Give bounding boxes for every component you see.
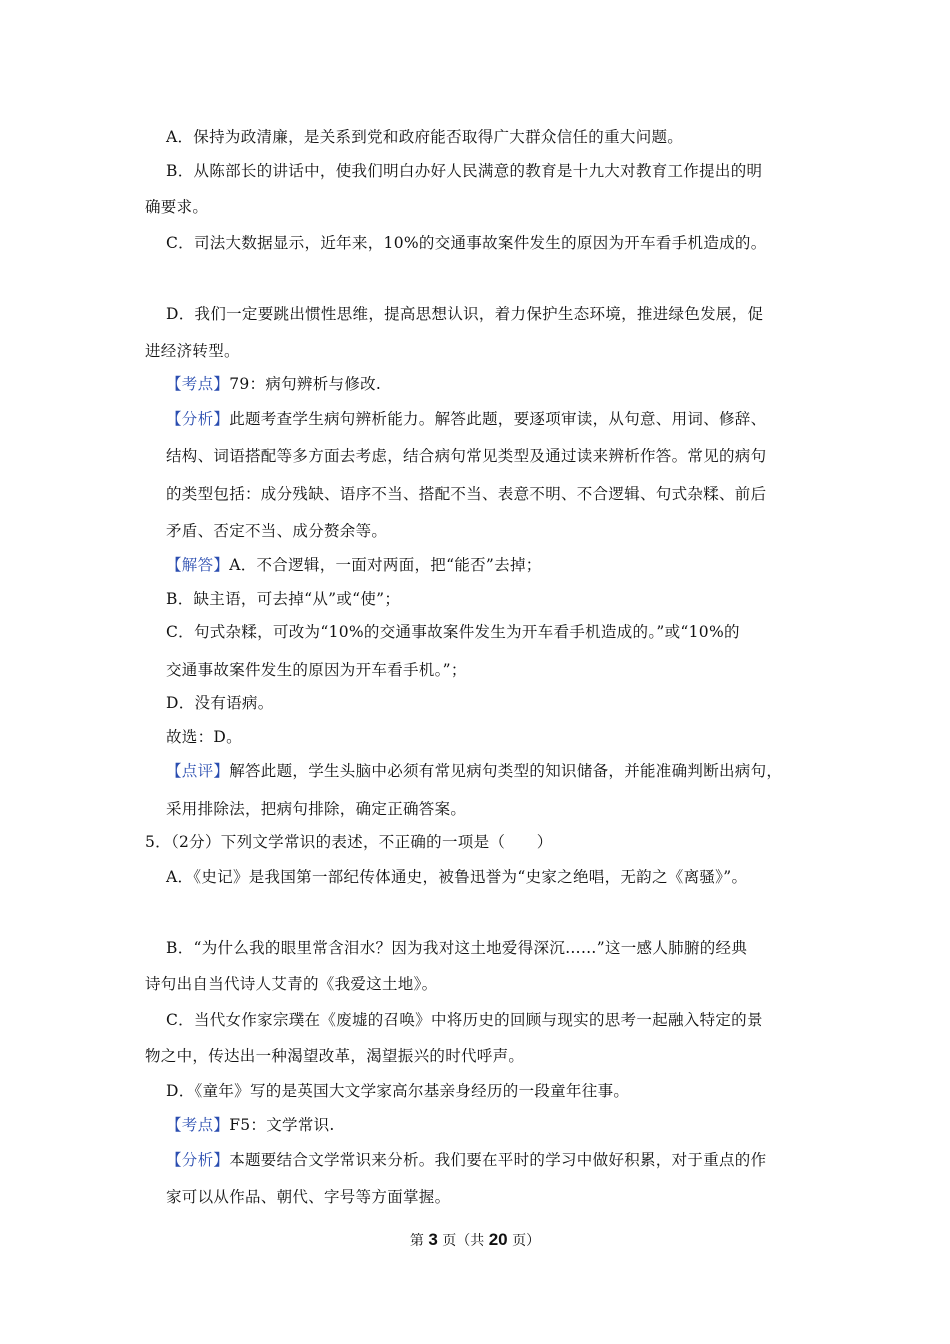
q4-jieda-b: B．缺主语，可去掉“从”或“使”； <box>166 590 401 608</box>
fenxi-text: 此题考查学生病句辨析能力。解答此题，要逐项审读，从句意、用词、修辞、 <box>229 410 767 428</box>
q5-option-a: A．《史记》是我国第一部纪传体通史，被鲁迅誉为“史家之绝唱，无韵之《离骚》”。 <box>166 868 748 886</box>
fenxi-tag: 【分析】 <box>166 410 230 428</box>
fenxi-tag: 【分析】 <box>166 1151 230 1169</box>
q5-option-c-line2: 物之中，传达出一种渴望改革，渴望振兴的时代呼声。 <box>145 1047 525 1065</box>
q4-dianping-line1 <box>166 761 782 781</box>
q4-fenxi-line4: 矛盾、否定不当、成分赘余等。 <box>166 522 388 540</box>
q5-kaodian <box>166 1115 335 1135</box>
q5-fenxi-line2: 家可以从作品、朝代、字号等方面掌握。 <box>166 1188 451 1206</box>
q4-fenxi-line3: 的类型包括：成分残缺、语序不当、搭配不当、表意不明、不合逻辑、句式杂糅、前后 <box>166 485 767 503</box>
q4-option-b-line1: B．从陈部长的讲话中，使我们明白办好人民满意的教育是十九大对教育工作提出的明 <box>166 162 763 180</box>
dianping-tag: 【点评】 <box>166 762 230 780</box>
q4-jieda-c-line2: 交通事故案件发生的原因为开车看手机。”； <box>166 661 467 679</box>
q4-option-b-line2: 确要求。 <box>145 198 209 216</box>
q4-jieda-a <box>166 555 542 575</box>
q4-guxuan: 故选：D。 <box>166 728 242 746</box>
q4-option-d-line1: D．我们一定要跳出惯性思维，提高思想认识，着力保护生态环境，推进绿色发展，促 <box>166 305 764 323</box>
q4-kaodian <box>166 374 381 394</box>
kaodian-tag: 【考点】 <box>166 1116 230 1134</box>
q4-option-c: C．司法大数据显示，近年来，10%的交通事故案件发生的原因为开车看手机造成的。 <box>166 234 767 252</box>
q4-dianping-line2: 采用排除法，把病句排除，确定正确答案。 <box>166 800 467 818</box>
q4-jieda-d: D．没有语病。 <box>166 694 274 712</box>
kaodian-text: 79：病句辨析与修改. <box>229 375 382 393</box>
q5-option-b-line1: B．“为什么我的眼里常含泪水？因为我对这土地爱得深沉……”这一感人肺腑的经典 <box>166 939 748 957</box>
fenxi-text: 本题要结合文学常识来分析。我们要在平时的学习中做好积累，对于重点的作 <box>229 1151 767 1169</box>
q4-fenxi-line1 <box>166 409 766 429</box>
jieda-tag: 【解答】 <box>166 556 230 574</box>
q4-fenxi-line2: 结构、词语搭配等多方面去考虑，结合病句常见类型及通过读来辨析作答。常见的病句 <box>166 447 767 465</box>
footer-total-pages: 20 <box>488 1230 508 1249</box>
jieda-a-text: A．不合逻辑，一面对两面，把“能否”去掉； <box>229 556 542 574</box>
q5-option-c-line1: C．当代女作家宗璞在《废墟的召唤》中将历史的回顾与现实的思考一起融入特定的景 <box>166 1011 763 1029</box>
q5-stem: 5．（2分）下列文学常识的表述，不正确的一项是（ ） <box>145 833 553 851</box>
q5-option-d: D．《童年》写的是英国大文学家高尔基亲身经历的一段童年往事。 <box>166 1082 630 1100</box>
q4-jieda-c-line1: C．句式杂糅，可改为“10%的交通事故案件发生为开车看手机造成的。”或“10%的 <box>166 623 740 641</box>
q5-fenxi-line1 <box>166 1150 766 1170</box>
q4-option-a: A．保持为政清廉，是关系到党和政府能否取得广大群众信任的重大问题。 <box>166 128 684 146</box>
footer-prefix: 第 <box>409 1233 424 1249</box>
kaodian-tag: 【考点】 <box>166 375 230 393</box>
footer-suffix: 页） <box>512 1233 541 1249</box>
page-footer <box>0 1230 950 1251</box>
footer-middle: 页（共 <box>442 1233 485 1249</box>
kaodian-text: F5：文学常识. <box>229 1116 335 1134</box>
footer-page-number: 3 <box>428 1230 438 1249</box>
q4-option-d-line2: 进经济转型。 <box>145 342 240 360</box>
q5-option-b-line2: 诗句出自当代诗人艾青的《我爱这土地》。 <box>145 975 438 993</box>
dianping-text: 解答此题，学生头脑中必须有常见病句类型的知识储备，并能准确判断出病句， <box>229 762 783 780</box>
